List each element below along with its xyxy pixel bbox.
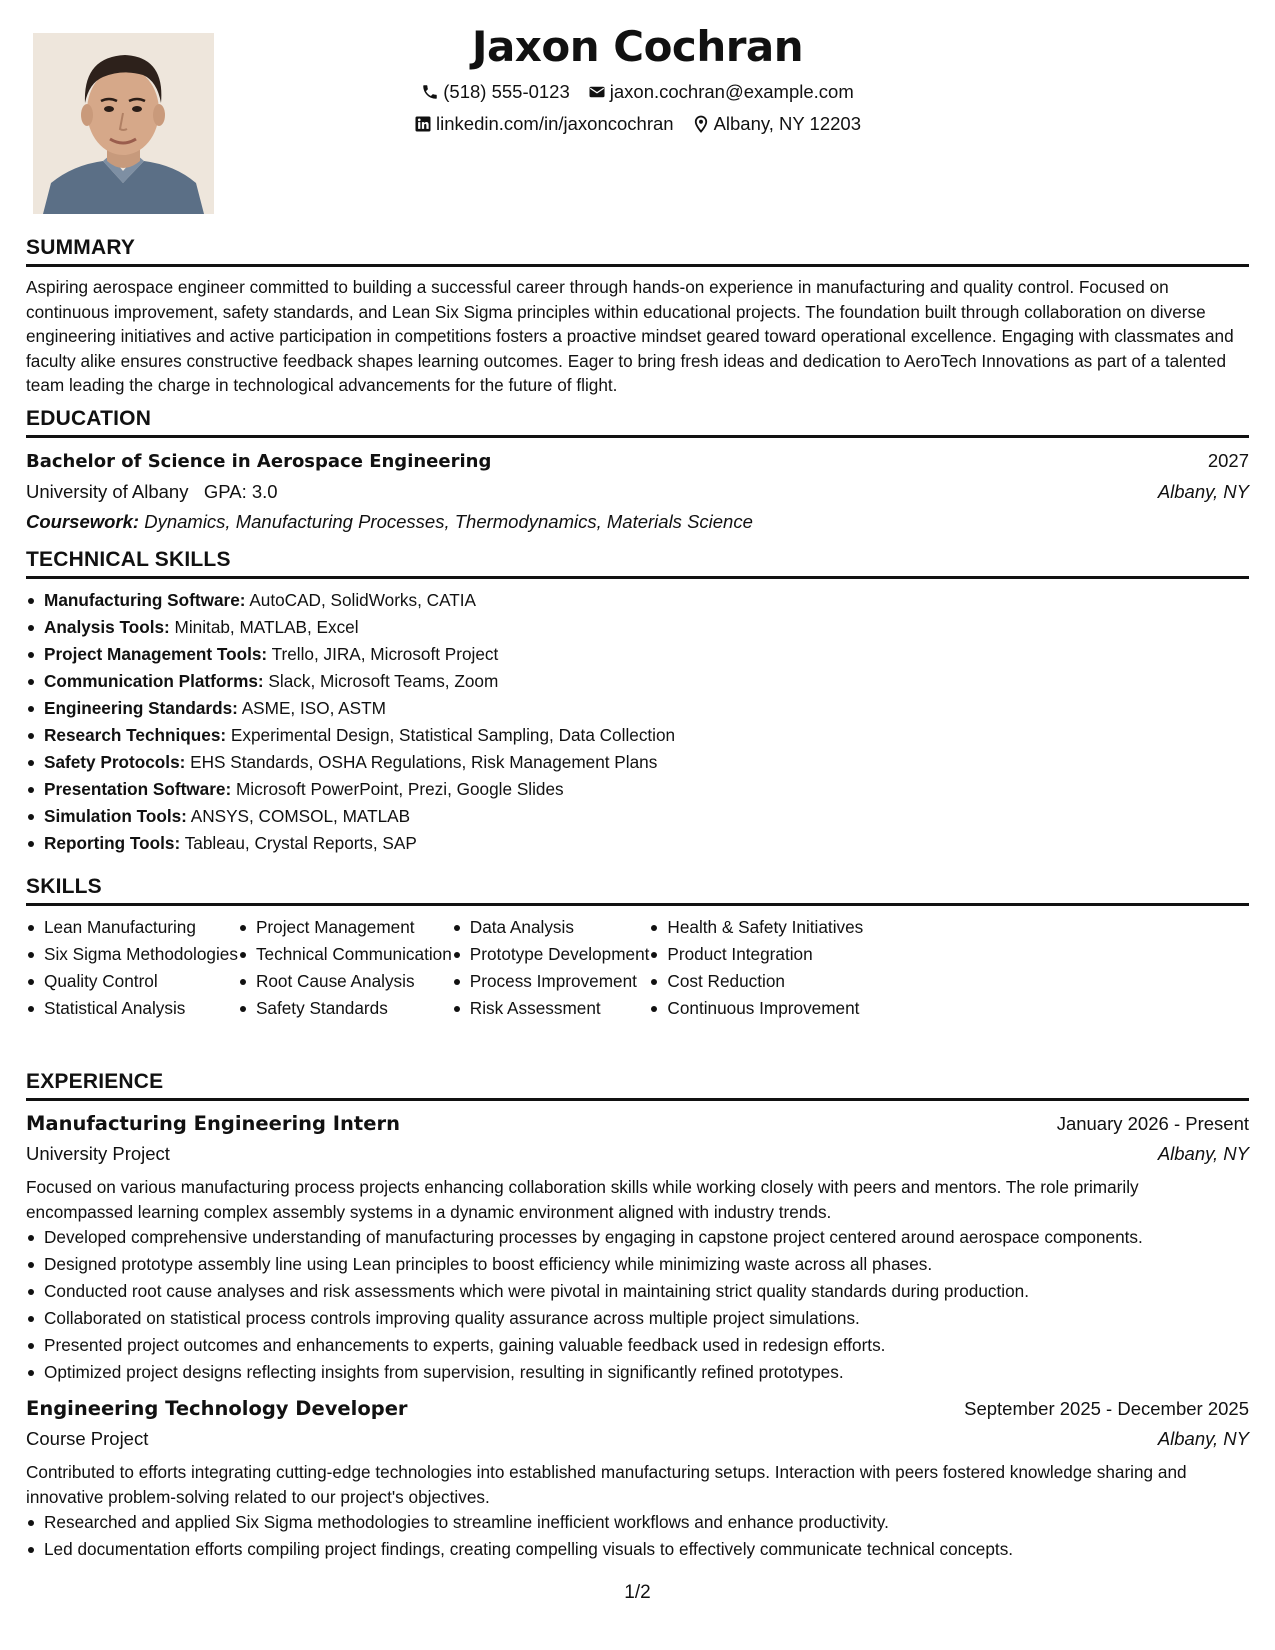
list-item: Led documentation efforts compiling project findings, creating compelling visuals to effectively communicate technical concepts. xyxy=(26,1536,1249,1563)
job-date: January 2026 - Present xyxy=(1056,1113,1249,1134)
summary-text: Aspiring aerospace engineer committed to building a successful career through hands-on experience in manufacturing and quality control. Focused on continuous improvement, safety standards, and Lean Six Sigma principles within educational projects. The foundation built through collaboration on diverse engineering initiatives and active participation in competitions fosters a proactive mindset geared toward operational excellence. Engaging with classmates and faculty alike ensures constructive feedback shapes learning outcomes. Eager to bring fresh ideas and dedication to AeroTech Innovations as part of a talented team leading the charge in technological advancements for the future of flight. xyxy=(26,277,1234,395)
job-bullets xyxy=(26,1509,1249,1563)
skills-heading: SKILLS xyxy=(26,875,1249,906)
skills-section xyxy=(26,875,1249,1022)
job-organization: Course Project xyxy=(26,1428,149,1449)
graduation-year: 2027 xyxy=(1207,450,1249,471)
page-number: 1/2 xyxy=(624,1582,651,1603)
job-location: Albany, NY xyxy=(1157,1428,1249,1449)
list-item: Root Cause Analysis xyxy=(238,968,452,995)
phone-icon xyxy=(421,83,439,101)
job-description: Focused on various manufacturing process projects enhancing collaboration skills while working closely with peers and mentors. The role primarily encompassed learning complex assembly systems in a dynamic environment aligned with industry trends. xyxy=(26,1177,1139,1222)
gpa: GPA: 3.0 xyxy=(203,481,278,502)
phone-text: (518) 555-0123 xyxy=(443,81,570,102)
school-location: Albany, NY xyxy=(1157,481,1249,502)
experience-section xyxy=(26,1070,1249,1563)
experience-heading: EXPERIENCE xyxy=(26,1070,1249,1101)
list-item: Manufacturing Software: AutoCAD, SolidWorks, CATIA xyxy=(26,587,1249,614)
job-entry-1 xyxy=(26,1109,1249,1386)
contact-row-secondary xyxy=(0,113,1275,135)
location-contact xyxy=(692,113,861,135)
coursework-row xyxy=(26,507,1249,537)
envelope-icon xyxy=(588,83,606,101)
list-item: Process Improvement xyxy=(452,968,650,995)
list-item: Researched and applied Six Sigma methodologies to streamline inefficient workflows and enhance productivity. xyxy=(26,1509,1249,1536)
list-item: Research Techniques: Experimental Design, Statistical Sampling, Data Collection xyxy=(26,722,1249,749)
list-item: Conducted root cause analyses and risk assessments which were pivotal in maintaining strict quality standards during production. xyxy=(26,1278,1249,1305)
list-item: Optimized project designs reflecting insights from supervision, resulting in significantly refined prototypes. xyxy=(26,1359,1249,1386)
skills-column-2 xyxy=(238,914,452,1022)
skills-column-3 xyxy=(452,914,650,1022)
job-bullets xyxy=(26,1224,1249,1386)
list-item: Safety Protocols: EHS Standards, OSHA Regulations, Risk Management Plans xyxy=(26,749,1249,776)
list-item: Reporting Tools: Tableau, Crystal Reports, SAP xyxy=(26,830,1249,857)
coursework-list: Dynamics, Manufacturing Processes, Thermodynamics, Materials Science xyxy=(144,511,753,532)
list-item: Risk Assessment xyxy=(452,995,650,1022)
technical-skills-list xyxy=(26,587,1249,857)
technical-skills-section xyxy=(26,548,1249,857)
job-description: Contributed to efforts integrating cutting-edge technologies into established manufacturing setups. Interaction with peers fostered knowledge sharing and innovative problem-solving related to our project's objectives. xyxy=(26,1462,1187,1507)
map-pin-icon xyxy=(692,115,710,133)
list-item: Simulation Tools: ANSYS, COMSOL, MATLAB xyxy=(26,803,1249,830)
list-item: Designed prototype assembly line using Lean principles to boost efficiency while minimizing waste across all phases. xyxy=(26,1251,1249,1278)
list-item: Quality Control xyxy=(26,968,238,995)
coursework-label: Coursework: xyxy=(26,511,140,532)
list-item: Presented project outcomes and enhancements to experts, gaining valuable feedback used in redesign efforts. xyxy=(26,1332,1249,1359)
email-contact[interactable] xyxy=(588,81,854,103)
job-org-row xyxy=(26,1424,1249,1454)
skills-column-1 xyxy=(26,914,238,1022)
email-text: jaxon.cochran@example.com xyxy=(609,81,854,102)
job-date: September 2025 - December 2025 xyxy=(964,1398,1249,1419)
list-item: Statistical Analysis xyxy=(26,995,238,1022)
list-item: Prototype Development xyxy=(452,941,650,968)
list-item: Data Analysis xyxy=(452,914,650,941)
degree-name: Bachelor of Science in Aerospace Engineering xyxy=(26,451,492,472)
contact-row-primary xyxy=(0,81,1275,103)
list-item: Communication Platforms: Slack, Microsoft Teams, Zoom xyxy=(26,668,1249,695)
list-item: Product Integration xyxy=(649,941,863,968)
job-title-row xyxy=(26,1109,1249,1139)
list-item: Six Sigma Methodologies xyxy=(26,941,238,968)
job-org-row xyxy=(26,1139,1249,1169)
job-title-row xyxy=(26,1394,1249,1424)
summary-heading: SUMMARY xyxy=(26,236,1249,267)
list-item: Health & Safety Initiatives xyxy=(649,914,863,941)
job-location: Albany, NY xyxy=(1157,1143,1249,1164)
skills-grid xyxy=(26,914,1249,1022)
list-item: Project Management Tools: Trello, JIRA, Microsoft Project xyxy=(26,641,1249,668)
list-item: Lean Manufacturing xyxy=(26,914,238,941)
education-heading: EDUCATION xyxy=(26,407,1249,438)
school-info xyxy=(26,477,278,507)
job-entry-2 xyxy=(26,1394,1249,1563)
list-item: Presentation Software: Microsoft PowerPoint, Prezi, Google Slides xyxy=(26,776,1249,803)
list-item: Engineering Standards: ASME, ISO, ASTM xyxy=(26,695,1249,722)
candidate-name: Jaxon Cochran xyxy=(471,22,804,71)
list-item: Analysis Tools: Minitab, MATLAB, Excel xyxy=(26,614,1249,641)
list-item: Developed comprehensive understanding of manufacturing processes by engaging in capstone project centered around aerospace components. xyxy=(26,1224,1249,1251)
education-school-row xyxy=(26,477,1249,507)
phone-contact[interactable] xyxy=(421,81,570,103)
list-item: Project Management xyxy=(238,914,452,941)
job-title: Manufacturing Engineering Intern xyxy=(26,1112,400,1135)
summary-section xyxy=(26,236,1249,398)
location-text: Albany, NY 12203 xyxy=(713,113,861,134)
job-title: Engineering Technology Developer xyxy=(26,1397,408,1420)
school-name: University of Albany xyxy=(26,481,189,502)
linkedin-contact[interactable] xyxy=(414,113,674,135)
list-item: Cost Reduction xyxy=(649,968,863,995)
education-section xyxy=(26,407,1249,537)
list-item: Collaborated on statistical process controls improving quality assurance across multiple project simulations. xyxy=(26,1305,1249,1332)
skills-column-4 xyxy=(649,914,863,1022)
technical-skills-heading: TECHNICAL SKILLS xyxy=(26,548,1249,579)
job-organization: University Project xyxy=(26,1143,170,1164)
linkedin-icon xyxy=(414,115,432,133)
list-item: Safety Standards xyxy=(238,995,452,1022)
linkedin-text: linkedin.com/in/jaxoncochran xyxy=(436,113,674,134)
list-item: Continuous Improvement xyxy=(649,995,863,1022)
education-degree-row xyxy=(26,446,1249,477)
list-item: Technical Communication xyxy=(238,941,452,968)
